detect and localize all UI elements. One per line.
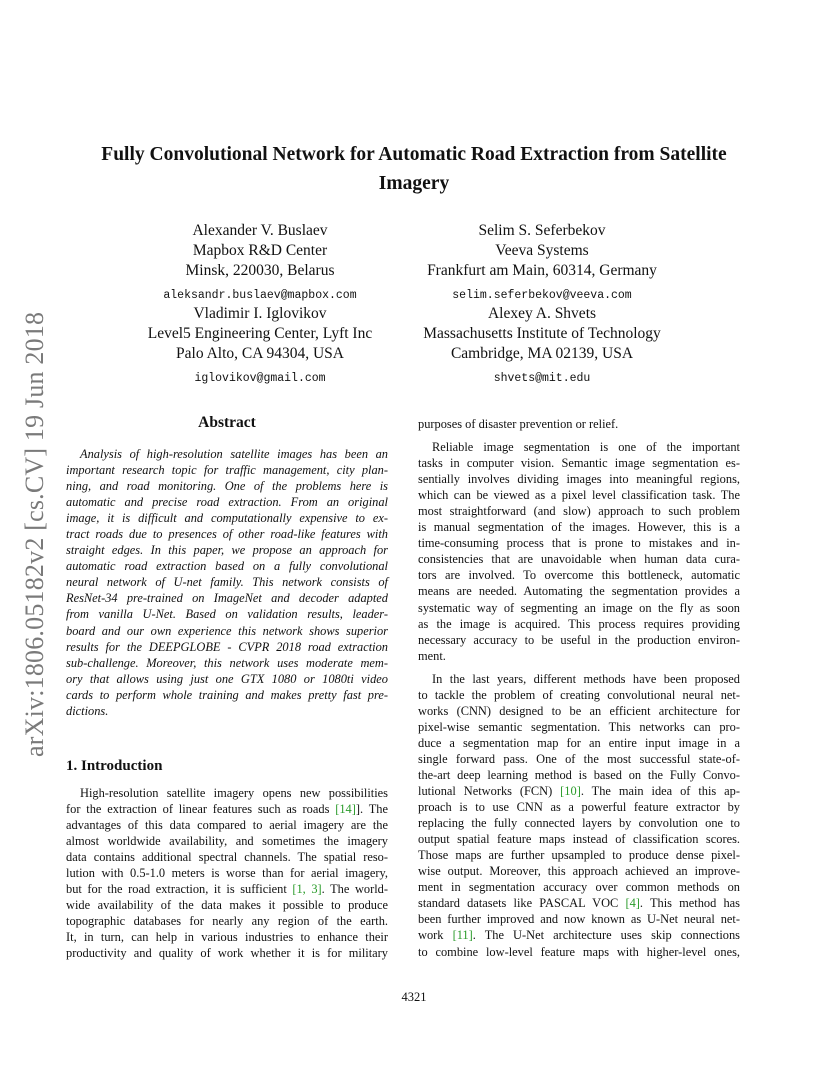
text-span: In the last years, different methods have been proposed	[432, 671, 740, 686]
text-line: as the image is acquired. This process requires providing	[418, 616, 740, 631]
text-span: wise output. Moreover, this approach achieved an improve-	[418, 864, 740, 879]
author-affiliation: Veeva Systems	[495, 242, 589, 259]
text-line	[66, 929, 388, 945]
text-line	[418, 879, 740, 895]
paragraph-gap	[418, 664, 740, 671]
text-span: data contains additional spectral channels. The spatial reso-	[66, 850, 388, 865]
text-line	[418, 703, 740, 719]
text-line: most straightforward (and slow) approach to such problem	[418, 504, 740, 519]
text-span: lution with 0.5-1.0 meters is worse than for aerial imagery,	[66, 866, 388, 881]
author-block-3	[110, 304, 410, 388]
text-span: single forward pass. One of the most successful state-of-	[418, 751, 740, 766]
text-line	[418, 863, 740, 879]
text-span: It, in turn, can help in various industries to enhance their	[66, 930, 388, 945]
text-line: tract roads due to presences of other road-like features with	[66, 527, 388, 542]
text-line	[418, 735, 740, 751]
text-span: Those maps are further upsampled to produce dense pixel-	[418, 848, 740, 863]
text-span: been further improved and now known as U-Net neural net-	[418, 912, 740, 927]
text-line: from vanilla U-Net. Based on validation results, leader-	[66, 607, 388, 622]
author-email[interactable]: selim.seferbekov@veeva.com	[452, 289, 632, 302]
text-span: High-resolution satellite imagery opens new possibilities	[80, 786, 388, 800]
text-line	[418, 927, 740, 943]
text-line: dictions.	[66, 703, 109, 718]
text-line: ning, and road monitoring. One of the problems here is	[66, 479, 388, 494]
text-span: topographic databases for nearly any region of the earth.	[66, 914, 388, 929]
text-line: straight edges. In this paper, we propose an approach for	[66, 543, 388, 558]
title-line-2: Imagery	[378, 173, 450, 194]
text-span: ment in segmentation accuracy over common methods on	[418, 880, 740, 895]
text-span: productivity and quality of work whether it is for military	[66, 946, 388, 961]
text-line	[66, 897, 388, 913]
page-number: 4321	[401, 990, 427, 1004]
text-line: automatic road extraction based on a fully convolutional	[66, 559, 388, 574]
text-line	[66, 865, 388, 881]
text-span: . The main idea of this ap-	[580, 784, 740, 799]
author-block-1	[110, 221, 410, 305]
author-name: Selim S. Seferbekov	[478, 222, 606, 239]
text-line	[418, 687, 740, 703]
text-line: tasks in computer vision. Semantic image segmentation es-	[418, 456, 740, 471]
citation-link[interactable]: [4]	[625, 896, 640, 911]
text-line	[66, 817, 388, 833]
citation-link[interactable]: [11]	[452, 928, 473, 943]
text-line	[418, 831, 740, 847]
text-line: cards to perform whole training and makes pretty fast pre-	[66, 687, 388, 702]
text-line: time-consuming process that is prone to mistakes and in-	[418, 536, 740, 551]
text-line: Reliable image segmentation is one of the important	[432, 440, 740, 455]
text-line	[66, 801, 388, 817]
text-line: which can be viewed as a pixel level classification task. The	[418, 488, 740, 503]
text-line: sentially involves dividing images into meaningful regions,	[418, 472, 740, 487]
author-affiliation: Level5 Engineering Center, Lyft Inc	[147, 325, 373, 342]
text-span: lutional Networks (FCN)	[418, 784, 561, 799]
author-block-4	[392, 304, 692, 388]
text-line	[418, 944, 740, 960]
text-line	[418, 719, 740, 735]
section-heading-introduction: 1. Introduction	[66, 758, 163, 774]
arxiv-stamp: arXiv:1806.05182v2 [cs.CV] 19 Jun 2018	[20, 311, 49, 757]
text-span: advantages of this data compared to aerial imagery are the	[66, 818, 388, 833]
paragraph-gap	[418, 432, 740, 439]
author-name: Alexey A. Shvets	[487, 305, 597, 322]
text-span: to combine low-level feature maps with higher-level ones,	[418, 944, 740, 959]
text-line	[418, 911, 740, 927]
text-span: duce a segmentation map for an entire input image in a	[418, 735, 740, 750]
text-line: results for the DEEPGLOBE - CVPR 2018 road extraction	[66, 639, 388, 654]
citation-link[interactable]: [10]	[560, 784, 581, 799]
text-line	[66, 945, 388, 961]
citation-link[interactable]: [14]	[335, 802, 356, 817]
text-line: means are needed. Automating the segmentation provides a	[418, 584, 740, 599]
text-line: systematic way of segmenting an image on the fly as soon	[418, 600, 740, 615]
author-address: Minsk, 220030, Belarus	[185, 262, 335, 279]
text-line: image, it is difficult and computationally expensive to ex-	[66, 511, 388, 526]
text-line: purposes of disaster prevention or relief.	[418, 417, 619, 431]
title-line-1: Fully Convolutional Network for Automatic Road Extraction from Satellite	[101, 144, 727, 165]
text-span: . This method has	[639, 896, 740, 911]
author-name: Vladimir I. Iglovikov	[193, 305, 327, 322]
text-span: wide availability of the data makes it possible to produce	[66, 898, 388, 913]
text-line	[418, 783, 740, 799]
abstract-heading: Abstract	[198, 414, 256, 431]
text-line	[418, 671, 740, 687]
text-span: . The U-Net architecture uses skip connections	[472, 928, 740, 943]
citation-link[interactable]: [1, 3]	[292, 882, 322, 897]
text-span: standard datasets like PASCAL VOC	[418, 896, 626, 911]
text-span: to tackle the problem of creating convolutional neural net-	[418, 687, 740, 702]
text-line: important research topic for traffic management, city plan-	[66, 463, 388, 478]
text-line: ment.	[418, 648, 446, 663]
text-line	[66, 849, 388, 865]
introduction-text	[66, 785, 388, 962]
author-address: Frankfurt am Main, 60314, Germany	[427, 262, 657, 279]
text-span: replacing the fully connected layers by convolution one to	[418, 816, 740, 831]
text-line	[66, 785, 388, 801]
text-line	[418, 895, 740, 911]
text-line: necessary accuracy to be useful in the production environ-	[418, 632, 740, 647]
text-line: sub-challenge. Moreover, this network uses moderate mem-	[66, 655, 388, 670]
text-line: automatic and precise road extraction. From an original	[66, 495, 388, 510]
author-affiliation: Mapbox R&D Center	[192, 242, 328, 259]
text-line	[418, 815, 740, 831]
text-line	[418, 767, 740, 783]
text-span: output spatial feature maps instead of classification scores.	[418, 832, 740, 847]
author-address: Palo Alto, CA 94304, USA	[176, 345, 344, 362]
text-span: proach is to use CNN as a powerful feature extractor by	[418, 800, 740, 815]
text-span: work	[418, 928, 453, 943]
text-line: neural network of U-net family. This network consists of	[66, 575, 388, 590]
text-line: is manual segmentation of the images. However, this is a	[418, 520, 740, 535]
text-line	[66, 881, 388, 897]
author-email[interactable]: shvets@mit.edu	[493, 372, 591, 385]
abstract-text	[66, 446, 388, 719]
text-line: tors are involved. To overcome this bottleneck, automatic	[418, 568, 740, 583]
author-name: Alexander V. Buslaev	[192, 222, 328, 239]
text-span: the-art deep learning method is based on the Fully Convo-	[418, 767, 740, 782]
paper-title	[82, 140, 746, 198]
text-span: for the extraction of linear features such as roads	[66, 802, 336, 817]
author-address: Cambridge, MA 02139, USA	[450, 345, 634, 362]
text-line	[418, 799, 740, 815]
text-line: consistencies that are unavoidable when human data cura-	[418, 552, 740, 567]
text-line	[418, 751, 740, 767]
text-line: ory that allows using just one GTX 1080 or 1080ti video	[66, 671, 388, 686]
author-email[interactable]: aleksandr.buslaev@mapbox.com	[163, 289, 357, 302]
author-block-2	[392, 221, 692, 305]
author-email[interactable]: iglovikov@gmail.com	[194, 372, 326, 385]
text-span: but for the road extraction, it is sufficient	[66, 882, 293, 897]
text-span: works (CNN) designed to be an efficient architecture for	[418, 703, 740, 718]
text-line: ResNet-34 pre-trained on ImageNet and decoder adapted	[66, 591, 388, 606]
text-line: board and our own experience this network shows superior	[66, 623, 388, 638]
text-line	[66, 833, 388, 849]
author-affiliation: Massachusetts Institute of Technology	[423, 325, 661, 342]
text-span: pixel-wise semantic segmentation. This networks can pro-	[418, 719, 740, 734]
text-line	[418, 847, 740, 863]
text-span: almost worldwide availability, and sometimes the imagery	[66, 834, 388, 849]
text-span: . The world-	[321, 882, 388, 897]
text-line	[66, 913, 388, 929]
text-line: Analysis of high-resolution satellite images has been an	[80, 447, 388, 461]
text-span: ]. The	[355, 802, 388, 817]
right-column-text	[418, 416, 740, 960]
